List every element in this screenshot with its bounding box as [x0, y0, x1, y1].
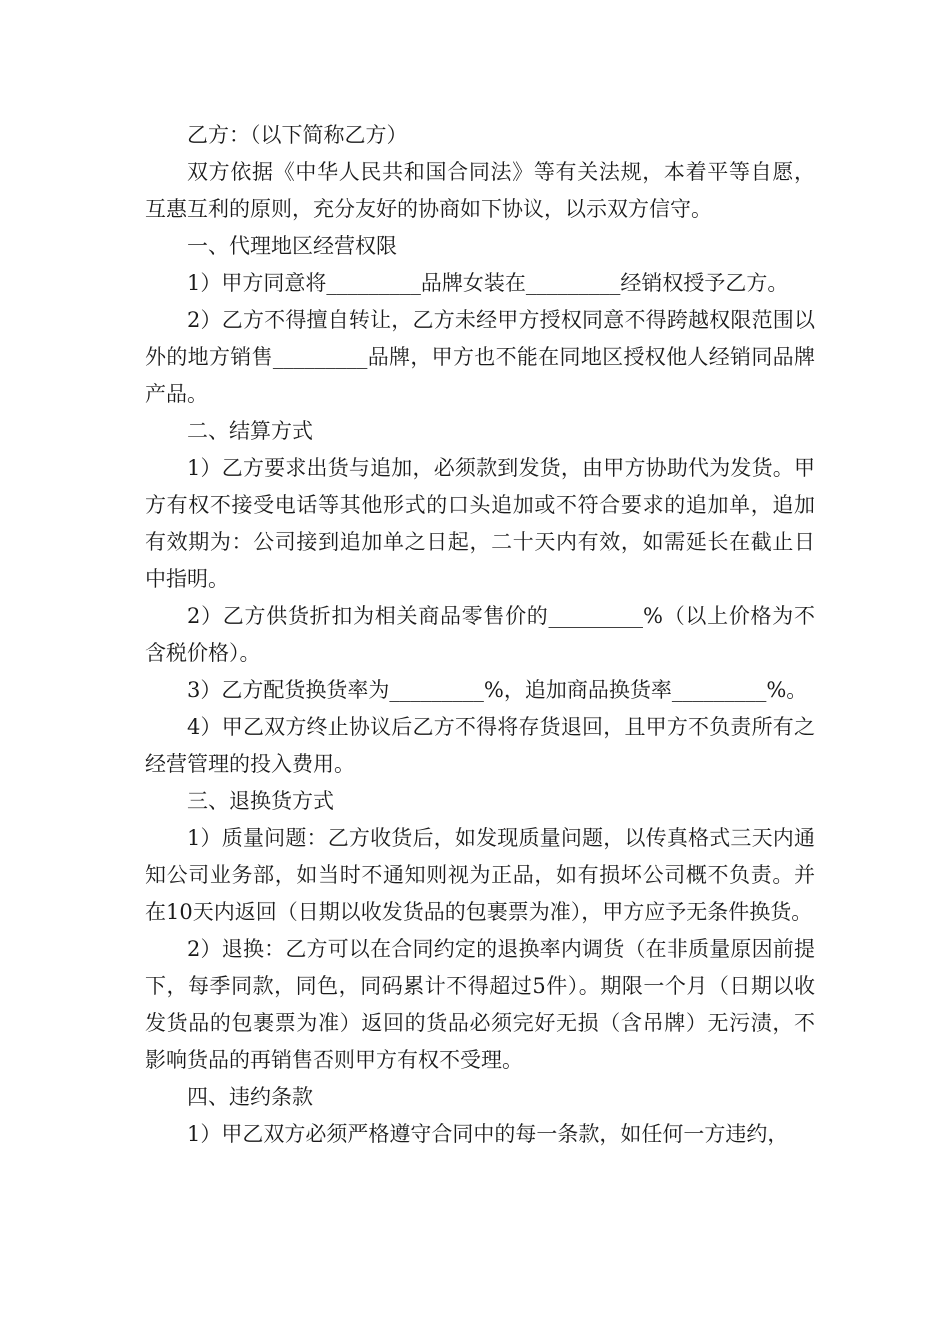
clause-2-2: 2）乙方供货折扣为相关商品零售价的_________%（以上价格为不含税价格）。 [145, 604, 815, 665]
preamble-paragraph: 双方依据《中华人民共和国合同法》等有关法规，本着平等自愿，互惠互利的原则，充分友好的协商如下协议，以示双方信守。 [145, 160, 815, 221]
clause-2-4: 4）甲乙双方终止协议后乙方不得将存货退回，且甲方不负责所有之经营管理的投入费用。 [145, 715, 815, 776]
clause-1-1: 1）甲方同意将_________品牌女装在_________经销权授予乙方。 [187, 271, 789, 295]
clause-2-3: 3）乙方配货换货率为_________%，追加商品换货率_________%。 [187, 678, 808, 702]
section-heading-3: 三、退换货方式 [187, 789, 334, 813]
clause-3-2: 2）退换：乙方可以在合同约定的退换率内调货（在非质量原因前提下，每季同款，同色，同码累计不得超过5件）。期限一个月（日期以收发货品的包裹票为准）返回的货品必须完好无损（含吊牌）无污渍，不影响货品的再销售否则甲方有权不受理。 [145, 937, 815, 1072]
contract-body [145, 117, 815, 1153]
clause-1-2: 2）乙方不得擅自转让，乙方未经甲方授权同意不得跨越权限范围以外的地方销售_________品牌，甲方也不能在同地区授权他人经销同品牌产品。 [145, 308, 815, 406]
section-heading-1: 一、代理地区经营权限 [187, 234, 397, 258]
clause-3-1: 1）质量问题：乙方收货后，如发现质量问题，以传真格式三天内通知公司业务部，如当时不通知则视为正品，如有损坏公司概不负责。并在10天内返回（日期以收发货品的包裹票为准），甲方应予无条件换货。 [145, 826, 815, 924]
clause-4-1: 1）甲乙双方必须严格遵守合同中的每一条款，如任何一方违约， [187, 1122, 789, 1146]
section-heading-2: 二、结算方式 [187, 419, 313, 443]
section-heading-4: 四、违约条款 [187, 1085, 313, 1109]
party-b-line: 乙方：（以下简称乙方） [187, 123, 408, 147]
clause-2-1: 1）乙方要求出货与追加，必须款到发货，由甲方协助代为发货。甲方有权不接受电话等其他形式的口头追加或不符合要求的追加单，追加有效期为：公司接到追加单之日起，二十天内有效，如需延长在截止日中指明。 [145, 456, 815, 591]
